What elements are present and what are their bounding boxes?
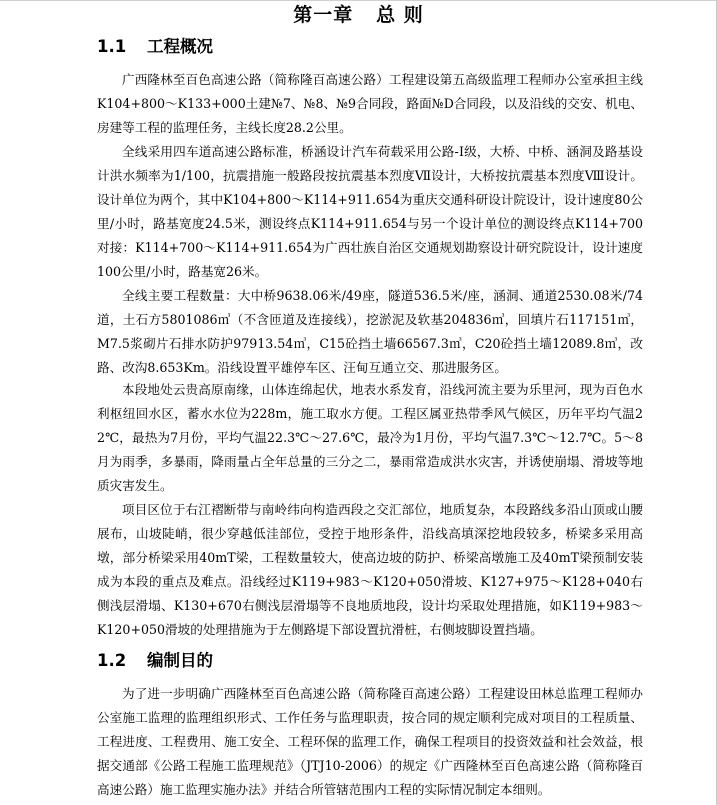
paragraph-design-standards: 全线采用四车道高速公路标准，桥涵设计汽车荷载采用公路-Ⅰ级，大桥、中桥、涵洞及路基设计洪水频率为1/100，抗震措施一般路段按抗震基本烈度Ⅶ设计，大桥按抗震基本烈度Ⅷ设计。设计单位为两个，其中K104+800～K114+911.654为重庆交通科研设计院设计，设计速度80公里/小时，路基宽度24.5米，测设终点K114+911.654与另一个设计单位的测设终点K114+700对接：K114+700～K114+911.654为广西壮族自治区交通规划勘察设计研究院设计，设计速度100公里/小时，路基宽26米。	[97, 144, 643, 279]
paragraph-project-scope: 广西隆林至百色高速公路（简称隆百高速公路）工程建设第五高级监理工程师办公室承担主线K104+800～K133+000土建№7、№8、№9合同段，路面№D合同段，以及沿线的交安、机电、房建等工程的监理任务，主线长度28.2公里。	[97, 72, 643, 135]
paragraph-geology: 项目区位于右江褶断带与南岭纬向构造西段之交汇部位，地质复杂，本段路线多沿山顶或山腰展布，山坡陡峭，很少穿越低洼部位，受控于地形条件，沿线高填深挖地段较多，桥梁多采用高墩，部分桥梁采用40mT梁，工程数量较大，使高边坡的防护、桥梁高墩施工及40mT梁预制安装成为本段的重点及难点。沿线经过K119+983～K120+050滑坡、K127+975～K128+040右侧浅层滑塌、K130+670右侧浅层滑塌等不良地质地段，设计均采取处理措施，如K119+983～K120+050滑坡的处理措施为于左侧路堤下部设置抗滑桩，右侧坡脚设置挡墙。	[97, 502, 643, 637]
paragraph-climate: 本段地处云贵高原南缘，山体连绵起伏，地表水系发育，沿线河流主要为乐里河，现为百色水利枢纽回水区，蓄水水位为228m，施工取水方便。工程区属亚热带季风气候区，历年平均气温22℃，最热为7月份，平均气温22.3℃～27.6℃，最冷为1月份，平均气温7.3℃～12.7℃。5～8月为雨季，多暴雨，降雨量占全年总量的三分之二，暴雨常造成洪水灾害，并诱使崩塌、滑坡等地质灾害发生。	[97, 382, 643, 493]
section-title: 工程概况	[147, 37, 213, 56]
paragraph-quantities: 全线主要工程数量：大中桥9638.06米/49座，隧道536.5米/座，涵洞、通道2530.08米/74道，土石方5801086㎥（不含匝道及连接线），挖淤泥及软基204836㎥，回填片石117151㎥，M7.5浆砌片石排水防护97913.54㎥，C15砼挡土墙66567.3㎥，C20砼挡土墙12089.8㎥，改路、改沟8.653Km。沿线设置平雄停车区、汪甸互通立交、那进服务区。	[97, 288, 643, 375]
section-heading-1-1	[97, 36, 213, 58]
section-number: 1.2	[97, 651, 127, 670]
page-top-edge	[0, 0, 717, 1]
section-title: 编制目的	[147, 651, 213, 670]
section-heading-1-2	[97, 650, 213, 672]
paragraph-purpose: 为了进一步明确广西隆林至百色高速公路（简称隆百高速公路）工程建设田林总监理工程师办公室施工监理的监理组织形式、工作任务与监理职责，按合同的规定顺利完成对项目的工程质量、工程进度、工程费用、施工安全、工程环保的监理工作，确保工程项目的投资效益和社会效益，根据交通部《公路工程施工监理规范》（JTJ10-2006）的规定《广西隆林至百色高速公路（简称隆百高速公路）施工监理实施办法》并结合所管辖范围内工程的实际情况制定本细则。	[97, 686, 643, 797]
section-number: 1.1	[97, 37, 127, 56]
chapter-title: 第一章 总 则	[293, 4, 424, 26]
